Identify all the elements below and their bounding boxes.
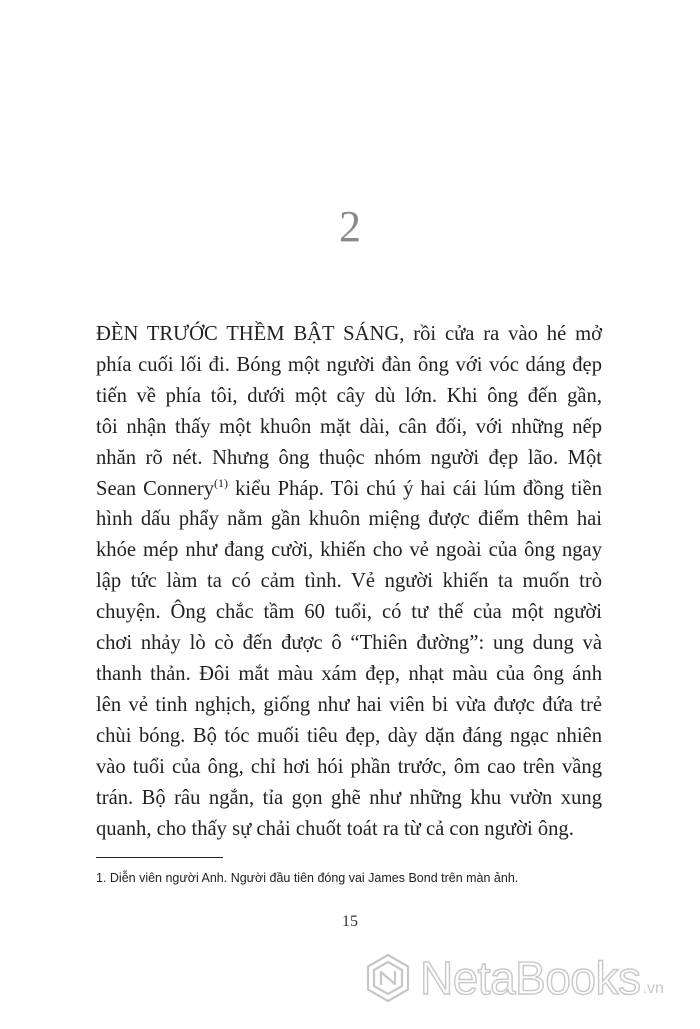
body-line: ĐÈN TRƯỚC THỀM BẬT SÁNG, rồi cửa ra vào hé mở xyxy=(96,323,602,345)
body-line: khóe mép như đang cười, khiến cho vẻ ngoài của ông ngay xyxy=(96,539,602,562)
footnote: 1. Diễn viên người Anh. Người đầu tiên đóng vai James Bond trên màn ảnh. xyxy=(96,871,519,885)
body-line: quanh, cho thấy sự chải chuốt toát ra từ cả con người ông. xyxy=(96,817,574,840)
netabooks-logo-icon xyxy=(362,952,414,1004)
body-line: chuyện. Ông chắc tầm 60 tuổi, có tư thế của một người xyxy=(96,601,602,624)
body-line: trán. Bộ râu ngắn, tỉa gọn ghẽ như những khu vườn xung xyxy=(96,786,602,809)
page-number: 15 xyxy=(342,913,358,930)
body-line-part: Sean Connery xyxy=(96,477,215,500)
body-line-part: kiểu Pháp. Tôi chú ý hai cái lúm đồng tiền xyxy=(228,477,602,500)
body-line: chùi bóng. Bộ tóc muối tiêu đẹp, dày dặn đáng ngạc nhiên xyxy=(96,724,602,747)
body-line: hình dấu phẩy nằm gần khuôn miệng được điểm thêm hai xyxy=(96,508,602,531)
watermark-text: NetaBooks xyxy=(420,952,641,1004)
watermark-domain: .vn xyxy=(642,980,664,997)
body-line: vào tuổi của ông, chỉ hơi hói phần trước, ôm cao trên vầng xyxy=(96,755,602,778)
body-line: tôi nhận thấy một khuôn mặt dài, cân đối, với những nếp xyxy=(96,415,602,438)
body-line: chơi nhảy lò cò đến được ô “Thiên đường”: ung dung và xyxy=(96,632,602,655)
body-line: tiến về phía tôi, dưới một cây dù lớn. Khi ông đến gần, xyxy=(96,384,602,407)
body-paragraph xyxy=(96,319,602,844)
chapter-number: 2 xyxy=(339,202,361,251)
body-line: thanh thản. Đôi mắt màu xám đẹp, nhạt màu của ông ánh xyxy=(96,662,602,685)
body-line: lên vẻ tinh nghịch, giống như hai viên bi vừa được đứa trẻ xyxy=(96,693,602,716)
footnote-divider xyxy=(96,857,223,858)
watermark xyxy=(362,948,664,1008)
body-line: phía cuối lối đi. Bóng một người đàn ông với vóc dáng đẹp xyxy=(96,353,602,376)
body-line: nhăn rõ nét. Nhưng ông thuộc nhóm người đẹp lão. Một xyxy=(96,446,602,469)
body-line-with-footnote xyxy=(96,474,602,505)
footnote-reference[interactable]: (1) xyxy=(214,475,229,490)
body-line: lập tức làm ta có cảm tình. Vẻ người khiến ta muốn trò xyxy=(96,570,602,593)
